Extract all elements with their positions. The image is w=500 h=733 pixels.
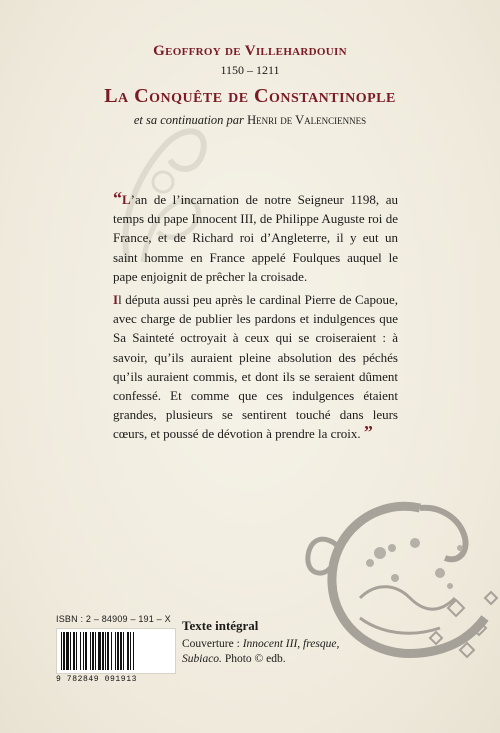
barcode-block <box>56 614 174 685</box>
paragraph-1-initial: L <box>122 192 131 207</box>
edition-label: Texte intégral <box>182 618 259 633</box>
cover-credit-prefix: Couverture : <box>182 638 243 650</box>
open-quote-mark: “ <box>113 188 122 208</box>
cover-credits <box>182 618 342 667</box>
cover-header <box>0 42 500 128</box>
barcode-digits: 9 782849 091913 <box>56 675 138 684</box>
barcode-bars <box>57 629 175 673</box>
barcode-image <box>56 628 176 674</box>
cover-credit-suffix: Photo © edb. <box>221 653 286 665</box>
book-subtitle <box>0 112 500 128</box>
author-name: Geoffroy de Villehardouin <box>153 43 347 59</box>
book-title: La Conquête de Constantinople <box>104 85 396 107</box>
cover-credit-italic: Innocent III, fresque, Subiaco. <box>182 638 340 665</box>
subtitle-prefix: et sa continuation par <box>133 113 244 127</box>
excerpt-paragraph-1 <box>113 190 398 286</box>
close-quote-mark: ” <box>363 422 373 443</box>
subtitle-name: Henri de Valenciennes <box>247 113 367 127</box>
paragraph-2-initial: I <box>113 292 119 308</box>
paragraph-1-text: ’an de l’incarnation de notre Seigneur 1198, au temps du pape Innocent III, de Philippe Auguste roi de France, et de Richard roi d’Angleterre, il y eut un saint homme en France appelé Foulques auquel le pape enjoignit de prêcher la croisade. <box>113 192 398 284</box>
isbn-number: ISBN : 2 – 84909 – 191 – X <box>56 614 171 624</box>
author-dates: 1150 – 1211 <box>220 63 280 77</box>
excerpt-paragraph-2 <box>113 290 398 444</box>
paragraph-2-text: l députa aussi peu après le cardinal Pierre de Capoue, avec charge de publier les pardons et indulgences que Sa Sainteté octroyait à ceux qui se croiseraient : à savoir, qu’ils auraient pleine absolution des péchés qu’ils auraient commis, et dont ils se seraient dûment confessé. Et comme que ces indulgences étaient grandes, plusieurs se sentirent touché dans leurs cœurs, et poussé de dévotion à prendre la croix. <box>113 292 398 442</box>
excerpt-quote <box>113 190 398 444</box>
cover-credit <box>182 637 342 667</box>
